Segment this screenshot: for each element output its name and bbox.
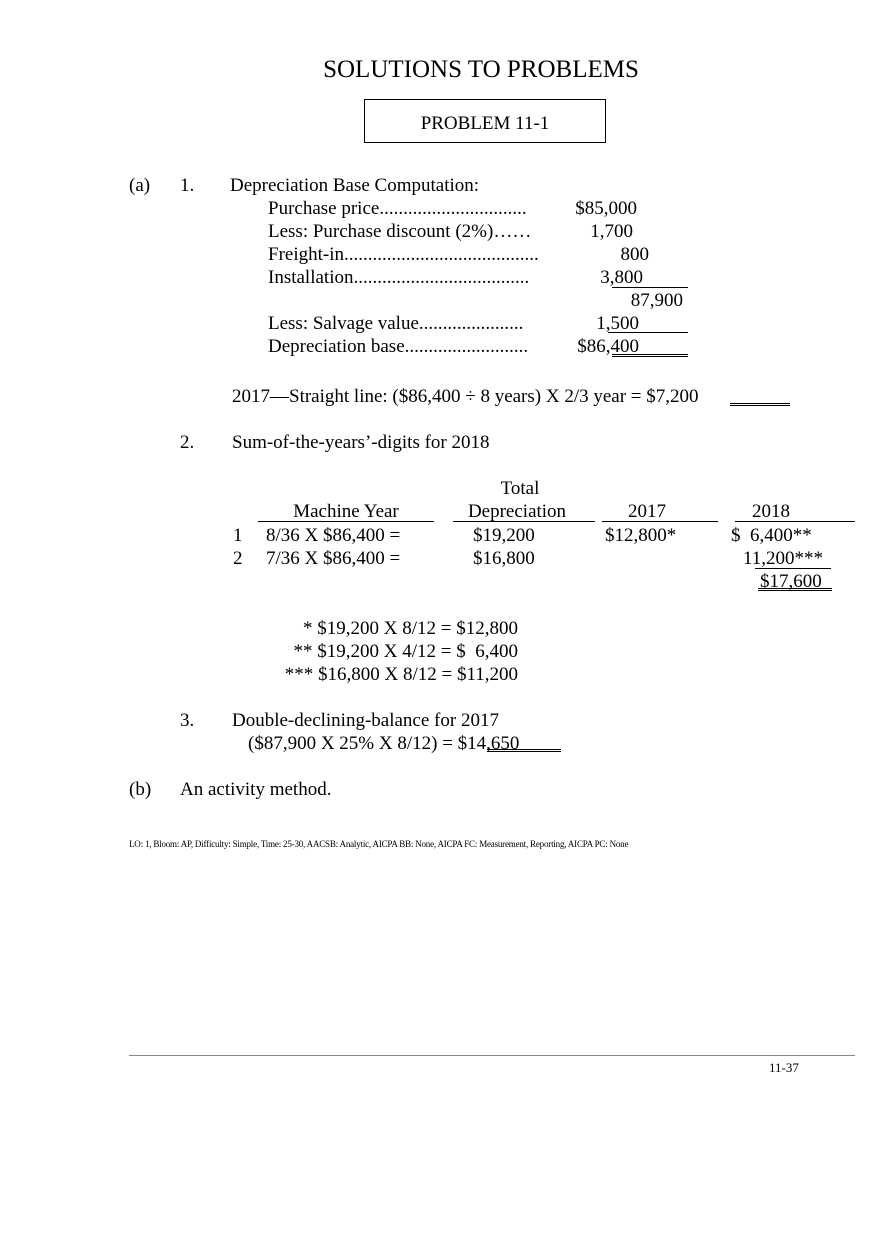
row-year: 2 — [233, 548, 243, 569]
row-value: $86,400 — [577, 336, 639, 357]
row-2018: $ 6,400** — [731, 525, 812, 546]
page-number: 11-37 — [769, 1060, 799, 1075]
row-value: 800 — [620, 244, 649, 265]
subtotal-underline — [612, 287, 688, 288]
total-double-underline — [758, 588, 832, 591]
row-label: Less: Purchase discount (2%)…… — [268, 221, 532, 242]
ddb-computation: ($87,900 X 25% X 8/12) = $14,650 — [248, 733, 520, 754]
problem-box — [364, 99, 606, 143]
row-value: 3,800 — [600, 267, 643, 288]
row-label: Freight-in......................................... — [268, 244, 539, 265]
item2-number: 2. — [180, 432, 195, 453]
header-2018: 2018 — [752, 501, 790, 522]
header-2017: 2017 — [628, 501, 666, 522]
total-double-underline — [612, 354, 688, 357]
item1-heading: Depreciation Base Computation: — [230, 175, 480, 196]
footnote: ** $19,200 X 4/12 = $ 6,400 — [293, 641, 518, 662]
row-value: 1,500 — [596, 313, 639, 334]
row-total: $19,200 — [473, 525, 535, 546]
sum-2018: $17,600 — [760, 571, 822, 592]
header-underline — [735, 521, 855, 522]
row-value: 87,900 — [630, 290, 683, 311]
row-year: 1 — [233, 525, 243, 546]
row-value: $85,000 — [575, 198, 637, 219]
header-underline — [258, 521, 434, 522]
total-double-underline — [487, 749, 561, 752]
row-total: $16,800 — [473, 548, 535, 569]
row-2018: 11,200*** — [743, 548, 824, 569]
header-total: Total — [500, 478, 540, 499]
row-formula: 8/36 X $86,400 = — [266, 525, 401, 546]
subtotal-underline — [608, 332, 688, 333]
part-a-label: (a) — [129, 175, 151, 196]
row-2017: $12,800* — [605, 525, 677, 546]
total-double-underline — [730, 403, 790, 406]
straight-line-computation: 2017—Straight line: ($86,400 ÷ 8 years) X 2/3 year = $7,200 — [232, 386, 699, 407]
item3-heading: Double-declining-balance for 2017 — [232, 710, 499, 731]
part-b-text: An activity method. — [180, 779, 332, 800]
header-underline — [602, 521, 718, 522]
item1-number: 1. — [180, 175, 195, 196]
problem-label: PROBLEM 11-1 — [420, 113, 550, 134]
learning-objective-metadata: LO: 1, Bloom: AP, Difficulty: Simple, Time: 25-30, AACSB: Analytic, AICPA BB: None, AICPA FC: Measurement, Reporting, AICPA PC: None — [129, 839, 629, 849]
header-depreciation: Depreciation — [467, 501, 567, 522]
item2-heading: Sum-of-the-years’-digits for 2018 — [232, 432, 490, 453]
row-label: Purchase price............................... — [268, 198, 527, 219]
row-formula: 7/36 X $86,400 = — [266, 548, 401, 569]
row-value: 1,700 — [590, 221, 633, 242]
subtotal-underline — [755, 568, 831, 569]
part-b-label: (b) — [129, 779, 152, 800]
row-label: Less: Salvage value...................... — [268, 313, 524, 334]
header-machine-year: Machine Year — [293, 501, 399, 522]
footer-rule — [129, 1055, 855, 1056]
row-label: Installation..................................... — [268, 267, 530, 288]
header-underline — [453, 521, 595, 522]
footnote: *** $16,800 X 8/12 = $11,200 — [284, 664, 518, 685]
page-title: SOLUTIONS TO PROBLEMS — [323, 56, 639, 83]
item3-number: 3. — [180, 710, 195, 731]
row-label: Depreciation base.......................... — [268, 336, 529, 357]
footnote: * $19,200 X 8/12 = $12,800 — [303, 618, 518, 639]
